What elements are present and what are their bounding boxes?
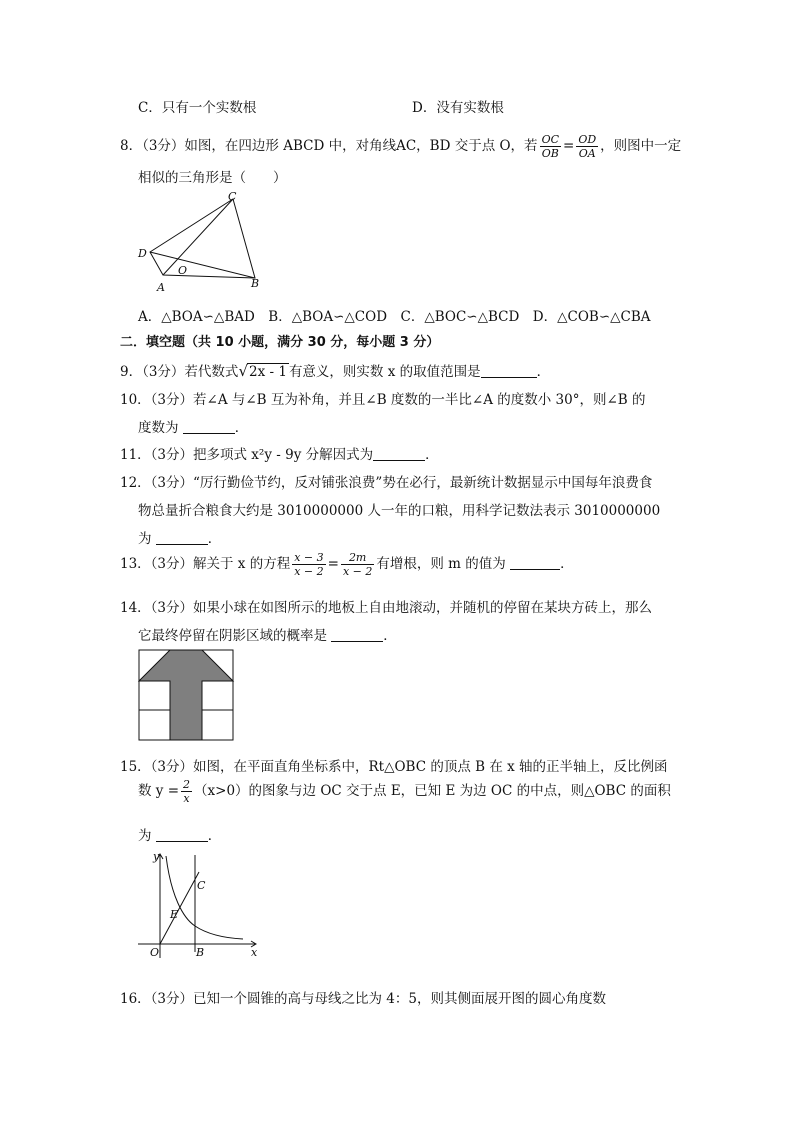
q16-stem-line1: 16．（3分）已知一个圆锥的高与母线之比为 4：5，则其侧面展开图的圆心角度数 <box>120 991 606 1007</box>
frac-numerator: 2m <box>341 551 374 565</box>
q8-stem-tail: ，则图中一定 <box>600 138 682 154</box>
q15-stem-text: 为 <box>138 828 152 844</box>
q11-stem <box>120 443 439 463</box>
q9-radicand: 2x - 1 <box>249 364 287 380</box>
frac-denominator: OA <box>578 147 596 160</box>
q13-fraction-right <box>341 551 374 578</box>
q11-stem-text: 11．（3分）把多项式 x²y - 9y 分解因式为 <box>120 447 374 463</box>
period: ． <box>536 364 551 380</box>
q14-floor-tile-figure <box>138 649 235 742</box>
q7-option-d: D．没有实数根 <box>412 100 504 116</box>
q15-answer-blank[interactable] <box>156 827 208 842</box>
quadrilateral-abcd <box>150 199 255 278</box>
label-c: C <box>228 190 237 203</box>
q15-coordinate-figure <box>135 846 263 961</box>
label-o: O <box>178 264 188 277</box>
q10-stem-line1: 10．（3分）若∠A 与∠B 互为补角，并且∠B 度数的一半比∠A 的度数小 30°，则∠B 的 <box>120 392 646 408</box>
frac-denominator: x <box>183 792 190 805</box>
q8-fraction-od-oa <box>576 133 598 160</box>
frac-denominator: x − 2 <box>342 565 373 578</box>
equals-sign: = <box>563 138 575 154</box>
q14-stem-line2 <box>138 624 397 644</box>
section-title-fill-in: 二．填空题（共 10 小题，满分 30 分，每小题 3 分） <box>120 335 440 350</box>
label-b: B <box>196 946 205 959</box>
q9-stem <box>120 360 550 380</box>
q13-stem-tail: 有增根，则 m 的值为 <box>376 556 506 572</box>
q8-options: A．△BOA∽△BAD B．△BOA∽△COD C．△BOC∽△BCD D．△COB∽△CBA <box>138 309 651 325</box>
q12-answer-blank[interactable] <box>156 530 208 545</box>
equals-sign: = <box>327 556 339 572</box>
frac-numerator: OC <box>541 133 559 146</box>
axis-label-y: y <box>153 850 160 863</box>
frac-numerator: OD <box>578 133 597 146</box>
frac-denominator: OB <box>541 147 559 160</box>
q12-stem-line3 <box>138 527 221 547</box>
q12-stem-line1: 12．（3分）“厉行勤俭节约，反对铺张浪费”势在必行，最新统计数据显示中国每年浪费食 <box>120 475 653 491</box>
q8-stem-line1 <box>120 133 681 160</box>
label-b: B <box>251 277 260 290</box>
q15-stem-tail: （x>0）的图象与边 OC 交于点 E，已知 E 为边 OC 的中点，则△OBC 的面积 <box>194 783 671 799</box>
frac-denominator: x − 2 <box>294 565 324 578</box>
period: ． <box>207 828 222 844</box>
q12-stem-text: 为 <box>138 531 152 547</box>
label-o: O <box>150 946 160 959</box>
q15-stem-text: 数 y = <box>138 783 180 799</box>
q11-answer-blank[interactable] <box>373 446 425 461</box>
q14-answer-blank[interactable] <box>331 627 383 642</box>
q10-answer-blank[interactable] <box>183 419 235 434</box>
q8-quadrilateral-figure <box>130 190 270 300</box>
q7-option-c: C．只有一个实数根 <box>138 100 257 116</box>
label-c: C <box>197 879 206 892</box>
period: ． <box>207 531 222 547</box>
q15-stem-line1: 15．（3分）如图，在平面直角坐标系中，Rt△OBC 的顶点 B 在 x 轴的正半轴上，反比例函 <box>120 759 668 775</box>
label-e: E <box>170 908 179 921</box>
q9-answer-blank[interactable] <box>481 363 537 378</box>
q10-stem-text: 度数为 <box>138 420 179 436</box>
period: ． <box>383 628 397 644</box>
q15-stem-line2 <box>138 778 671 805</box>
inverse-proportion-curve <box>166 856 243 939</box>
q13-stem-text: 13．（3分）解关于 x 的方程 <box>120 556 291 572</box>
q8-fraction-oc-ob <box>540 133 561 160</box>
diagonal-bd <box>150 252 255 278</box>
q8-stem-text: 8．（3分）如图，在四边形 ABCD 中，对角线AC，BD 交于点 O，若 <box>120 138 538 154</box>
q13-fraction-left <box>292 551 325 578</box>
q15-fraction <box>181 778 192 805</box>
period: ． <box>234 420 249 436</box>
q8-stem-line2: 相似的三角形是（ ） <box>138 170 287 186</box>
sqrt-sign: √ <box>238 362 248 380</box>
q15-stem-line3 <box>138 824 221 844</box>
q14-stem-line1: 14．（3分）如果小球在如图所示的地板上自由地滚动，并随机的停留在某块方砖上，那么 <box>120 600 653 616</box>
segment-oc <box>160 872 199 944</box>
q13-stem <box>120 551 574 578</box>
q14-stem-text: 它最终停留在阴影区域的概率是 <box>138 628 327 644</box>
label-a: A <box>157 281 165 294</box>
frac-numerator: 2 <box>183 778 191 791</box>
q12-stem-line2: 物总量折合粮食大约是 3010000000 人一年的口粮，用科学记数法表示 3010000000 <box>138 503 661 519</box>
axis-label-x: x <box>251 946 258 959</box>
q13-answer-blank[interactable] <box>510 555 560 570</box>
q10-stem-line2 <box>138 416 248 436</box>
q9-stem-tail: 有意义，则实数 x 的取值范围是 <box>288 364 481 380</box>
q9-stem-text: 9．（3分）若代数式 <box>120 364 239 380</box>
label-d: D <box>138 247 147 260</box>
period: ． <box>560 556 574 572</box>
period: ． <box>425 447 439 463</box>
frac-numerator: x − 3 <box>294 551 324 564</box>
